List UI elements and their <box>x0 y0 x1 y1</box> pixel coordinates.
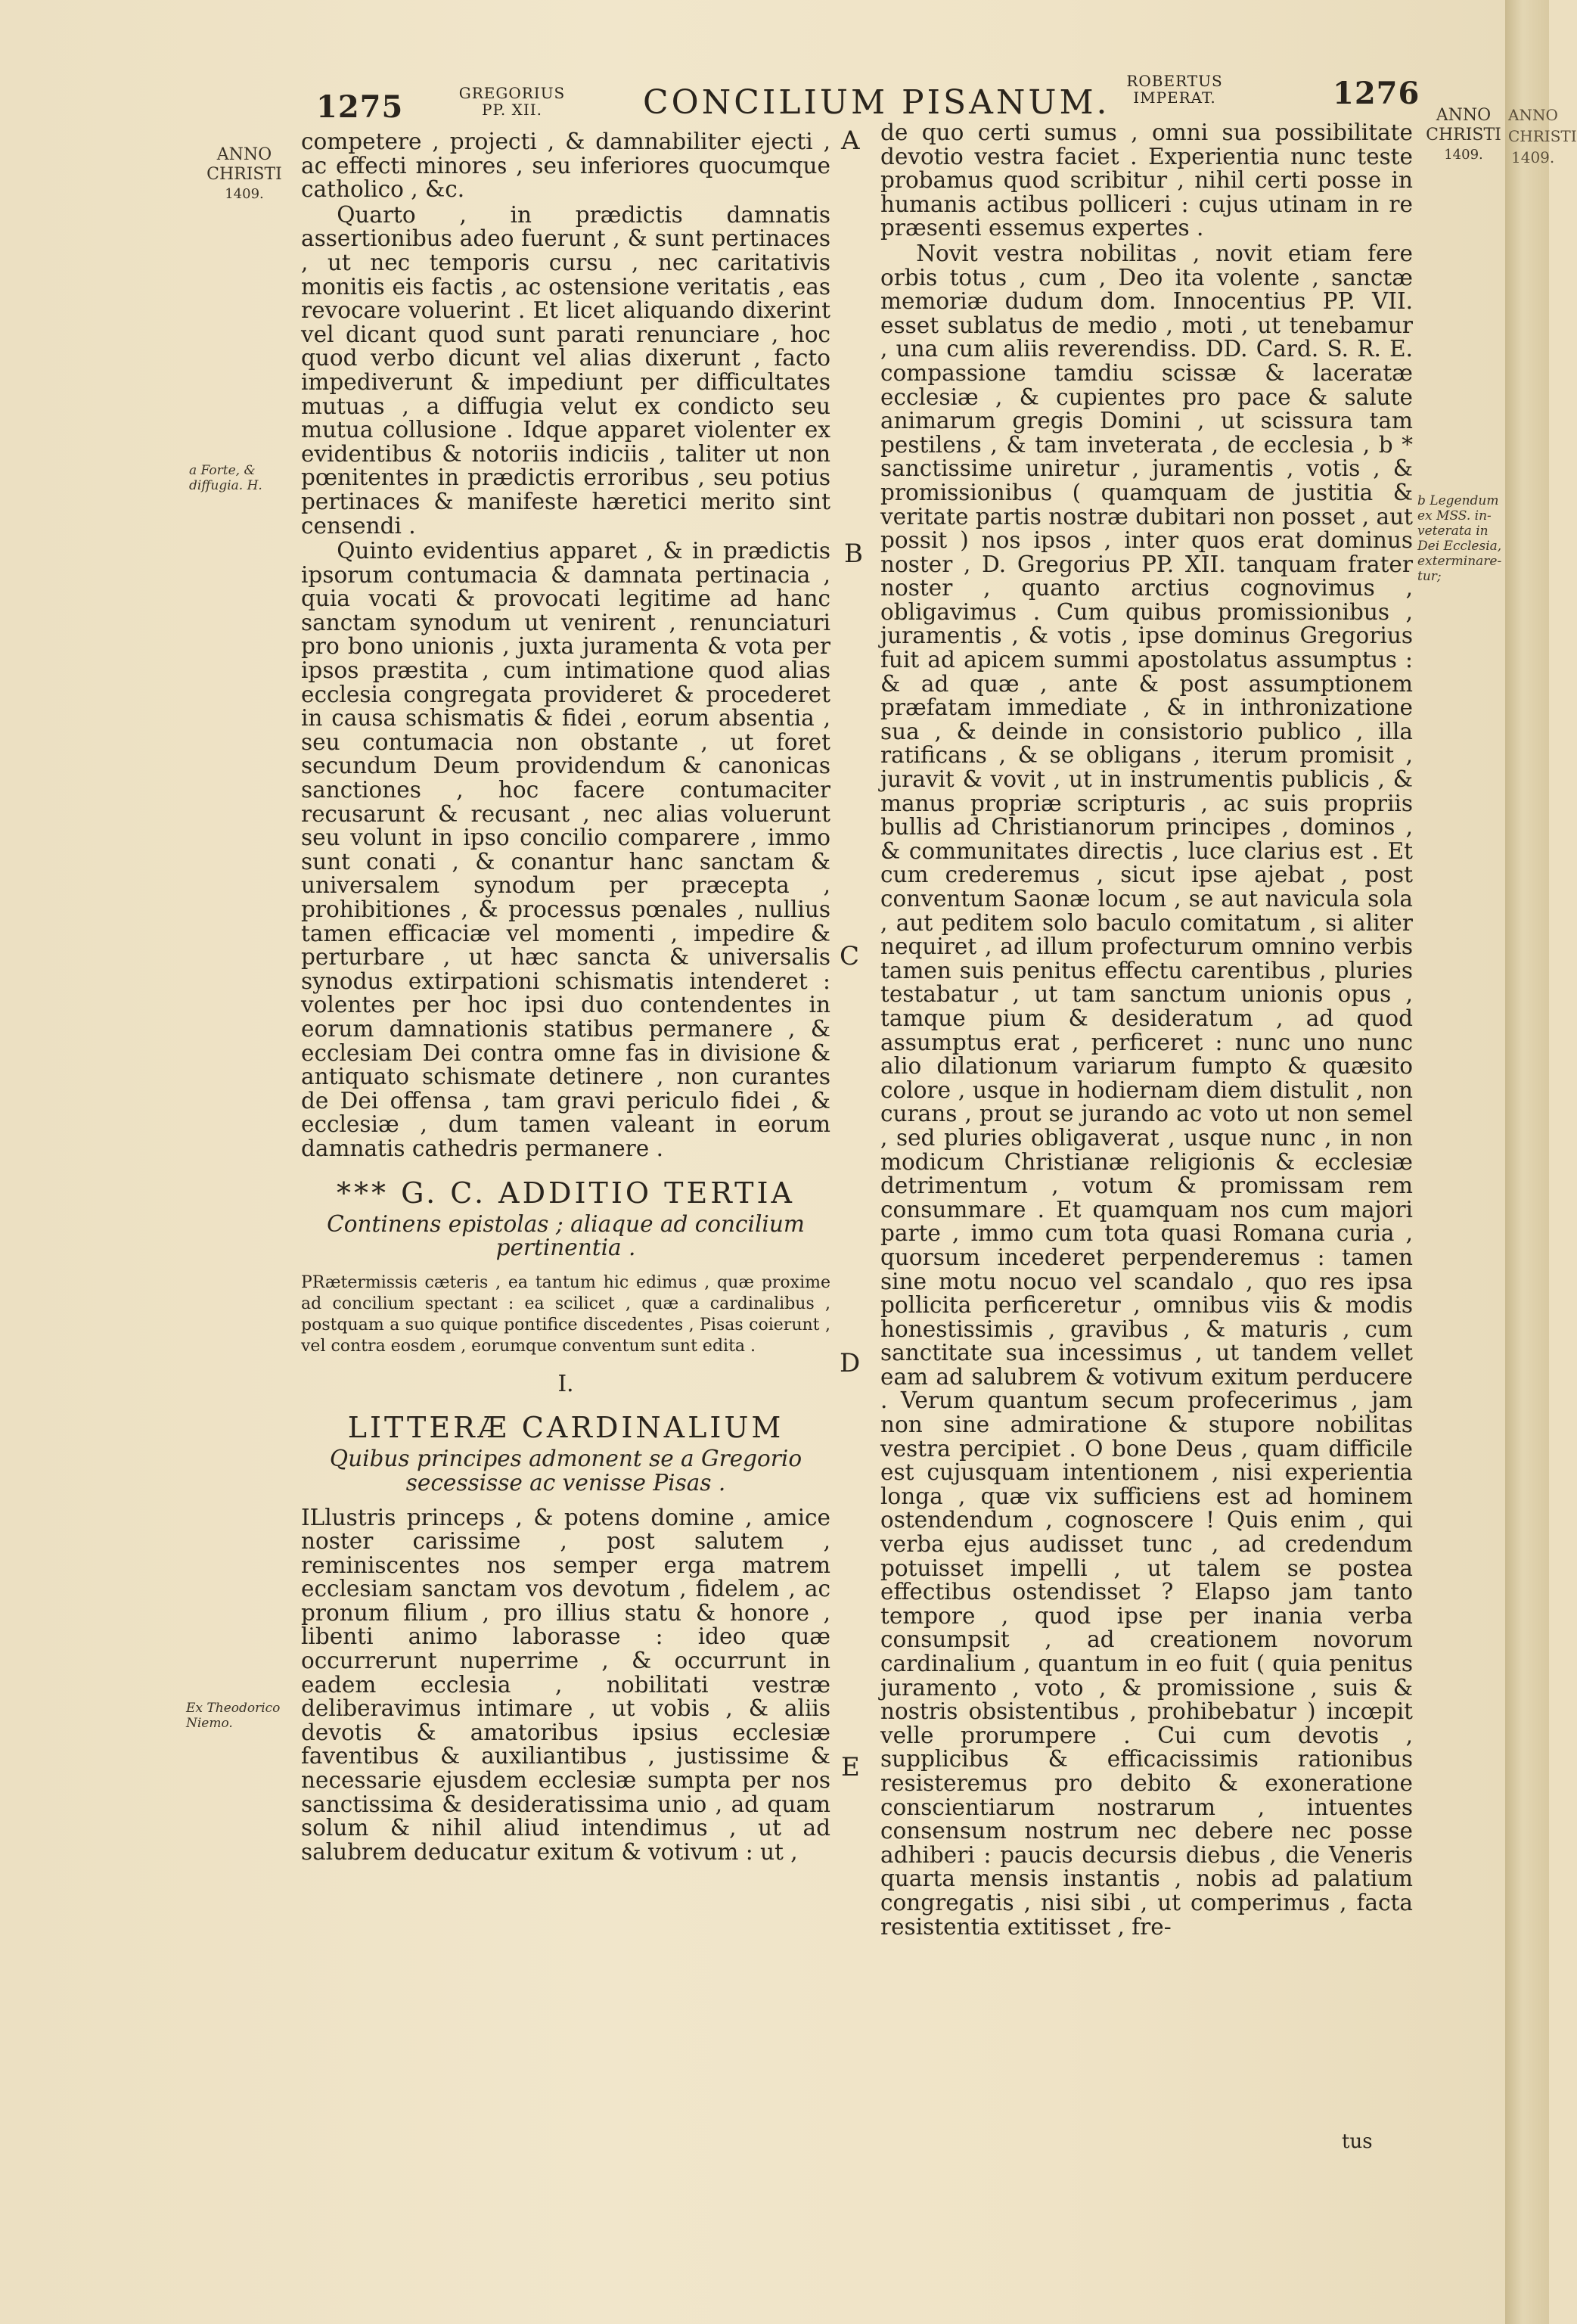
right-column <box>880 121 1413 1940</box>
edge-christi: CHRISTI <box>1508 127 1577 145</box>
margin-anno-left: ANNO <box>216 145 272 164</box>
page-number-left: 1275 <box>316 89 404 125</box>
facing-page-edge <box>1505 0 1577 2324</box>
emperor-name: ROBERTUS <box>1126 72 1223 90</box>
edge-anno: ANNO <box>1508 106 1558 124</box>
catchword: tus <box>1342 2130 1373 2153</box>
heading-additio-tertia: *** G. C. ADDITIO TERTIA <box>337 1176 795 1210</box>
margin-christi-right: CHRISTI <box>1426 126 1501 144</box>
section-mark-b: B <box>844 539 863 569</box>
left-column <box>301 130 830 1866</box>
margin-christi-left: CHRISTI <box>206 165 282 184</box>
margin-year-left <box>195 145 293 204</box>
pope-name: GREGORIUS <box>458 84 566 102</box>
section-numeral: I. <box>557 1370 574 1397</box>
subheading-continens: Continens epistolas ; aliaque ad concilium pertinentia . <box>327 1210 805 1261</box>
right-paragraph-novit: Novit vestra nobilitas , novit etiam fere orbis totus , cum , Deo ita volente , sanctæ memoriæ dudum dom. Innocentius PP. VII. esset sublatus de medio , moti , ut tenebamur , una cum aliis reverendiss. DD. Card. S. R. E. compassione tamdiu scissæ & laceratæ ecclesiæ , & cupientes pro pace & salute animarum gregis Domini , ut scissura tam pestilens , & tam inveterata , de ecclesia , b * sanctissime uniretur , juramentis , votis , & promissionibus ( quamquam de justitia & veritate partis nostræ dubitari non posset , aut possit ) nos ipsos , inter quos erat dominus noster , D. Gregorius PP. XII. tanquam frater noster , quanto arctius cognovimus , obligavimus . Cum quibus promissionibus , juramentis , & votis , ipse dominus Gregorius fuit ad apicem summi apostolatus assumptus : & ad quæ , ante & post assumptionem præfatam immediate , & in inthronizatione sua , & deinde in consistorio publico , illa ratificans , & se obligans , iterum promisit , juravit & vovit , ut in instrumentis publicis , & manus propriæ scripturis , ac suis propriis bullis ad Christianorum principes , dominos , & communitates directis , luce clarius est . Et cum crederemus , sicut ipse ajebat , post conventum Saonæ locum , se aut navicula sola , aut peditem solo baculo comitatum , si aliter nequiret , ad illum profecturum omnino verbis tamen suis penitus effectu carentibus , pluries testabatur , ut tam sanctum unionis opus , tamque pium & desideratum , ad quod assumptus erat , perficeret : nunc uno nunc alio dilationum variarum fumpto & quæsito colore , usque in hodiernam diem distulit , non curans , prout se jurando ac voto ut non semel , sed pluries obligaverat , usque nunc , in non modicum Christianæ religionis & ecclesiæ detrimentum , votum & promissam rem consummare . Et quamquam nos cum majori parte , immo cum tota quasi Romana curia , quorsum incederet perpenderemus : tamen sine motu nocuo vel scandalo , quo res ipsa pollicita perficeretur , omnibus viis & modis honestissimis , gravibus , & maturis , cum sanctitate sua incessimus , ut tandem vellet eam ad salubrem & votivum exitum perducere . Verum quantum secum profecerimus , jam non sine admiratione & stupore nobilitas vestra percipiet . O bone Deus , quam difficile est cujusquam intentionem , nisi experientia longa , quæ vix sufficiens est ad hominem ostendendum , cognoscere ! Quis enim , qui verba ejus audisset tunc , ad credendum potuisset impelli , ut talem se postea effectibus ostendisset ? Elapso jam tanto tempore , quod ipse per inania verba consumpsit , ad creationem novorum cardinalium , quantum in eo fuit ( quia penitus juramento , voto , & promissione , suis & nostris obsistentibus , prohibebatur ) incœpit velle prorumpere . Cui cum devotis , supplicibus & efficacissimis rationibus resisteremus pro debito & exoneratione conscientiarum nostrarum , intuentes consensum nostrum nec debere nec posse adhiberi : paucis decursis diebus , die Veneris quarta mensis instantis , nobis ad palatium congregatis , nisi sibi , ut comperimus , facta resistentia extitisset , fre- <box>880 240 1413 1940</box>
edge-year: 1409. <box>1511 148 1555 166</box>
margin-year-value-left: 1409. <box>225 186 264 202</box>
emperor-title: IMPERAT. <box>1133 89 1216 107</box>
source-note: Ex Theodorico Niemo. <box>186 1701 281 1731</box>
right-paragraph-1: de quo certi sumus , omni sua possibilitate devotio vestra faciet . Experientia nunc teste probamus quod scribitur , nihil certi posse in humanis actibus polliceri : cujus utinam in re præsenti essemus expertes . <box>880 120 1413 241</box>
section-mark-d: D <box>840 1348 861 1378</box>
margin-year-right <box>1422 106 1505 165</box>
left-paragraph-quarto: Quarto , in prædictis damnatis assertionibus adeo fuerunt , & sunt pertinaces , ut nec temporis cursu , nec caritativis monitis eis factis , ac ostensione veritatis , eas revocare voluerint . Et licet aliquando dixerint vel dicant quod sunt parati renunciare , hoc quod verbo dicunt vel alias dixerunt , facto impediverunt & impediunt per difficultates mutuas , a diffugia velut ex condicto seu mutua collusione . Idque apparet violenter ex evidentibus & notoriis indiciis , taliter ut non pœnitentes in prædictis erroribus , seu potius pertinaces & manifeste hæretici merito sint censendi . <box>301 201 830 539</box>
section-mark-e: E <box>841 1752 860 1782</box>
left-paragraph-quinto: Quinto evidentius apparet , & in prædictis ipsorum contumacia & damnata pertinacia , quia vocati & provocati legitime ad hanc sanctam synodum ut venirent , renunciaturi pro bono unionis , juxta juramenta & vota per ipsos præstita , cum intimatione quod alias ecclesia congregata provideret & procederet in causa schismatis & fidei , eorum absentia , seu contumacia non obstante , ut foret secundum Deum providendum & canonicas sanctiones , hoc facere contumaciter recusarunt & recusant , nec alias voluerunt seu volunt in ipso concilio comparere , immo sunt conati , & conantur hanc sanctam & universalem synodum per præcepta , prohibitiones , & processus pœnales , nullius tamen efficaciæ vel momenti , impedire & perturbare , ut hæc sancta & universalis synodus extirpationi schismatis intenderet : volentes per hoc ipsi duo contendentes in eorum damnationis statibus permanere , & ecclesiam Dei contra omne fas in divisione & antiquato schismate detinere , non curantes de Dei offensa , tam gravi periculo fidei , & ecclesiæ , dum tamen valeant in eorum damnatis cathedris permanere . <box>301 538 830 1161</box>
subheading-quibus-principes: Quibus principes admonent se a Gregorio secessisse ac venisse Pisas . <box>329 1446 802 1496</box>
page-number-right: 1276 <box>1333 76 1420 111</box>
footnote-a: a Forte, & diffugia. H. <box>189 463 262 493</box>
margin-year-value-right: 1409. <box>1444 147 1483 163</box>
section-mark-a: A <box>841 126 860 156</box>
running-title: CONCILIUM PISANUM. <box>643 83 1110 122</box>
footnote-b: b Legendum ex MSS. in-veterata in Dei Ecclesia, exterminare-tur; <box>1417 493 1502 584</box>
margin-anno-right: ANNO <box>1436 106 1492 125</box>
section-mark-c: C <box>840 941 860 971</box>
pope-number: PP. XII. <box>482 101 542 119</box>
heading-litterae-cardinalium: LITTERÆ CARDINALIUM <box>347 1411 784 1445</box>
running-head-emperor <box>1118 73 1231 106</box>
running-head-pope <box>455 85 569 118</box>
left-paragraph-1: competere , projecti , & damnabiliter ejecti , ac effecti minores , seu inferiores quocumque catholico , &c. <box>301 129 830 203</box>
left-paragraph-letter: ILlustris princeps , & potens domine , amice noster carissime , post salutem , reminiscentes nos semper erga matrem ecclesiam sanctam vos devotum , fidelem , ac pronum filium , pro illius statu & honore , libenti animo laborasse : ideo quæ occurrerunt nuperrime , & occurrunt in eadem ecclesia , nobilitati vestræ deliberavimus intimare , ut vobis , & aliis devotis & amatoribus ipsius ecclesiæ faventibus & auxiliantibus , justissime & necessarie ejusdem ecclesiæ sumpta per nos sanctissima & desideratissima unio , ad quam solum & nihil aliud intendimus , ut ad salubrem deducatur exitum & votivum : ut , <box>301 1504 830 1865</box>
editor-note-paragraph: PRætermissis cæteris , ea tantum hic edimus , quæ proxime ad concilium spectant : ea scilicet , quæ a cardinalibus , postquam a suo quique pontifice discedentes , Pisas coierunt , vel contra eosdem , eorumque conventum sunt edita . <box>301 1272 830 1356</box>
